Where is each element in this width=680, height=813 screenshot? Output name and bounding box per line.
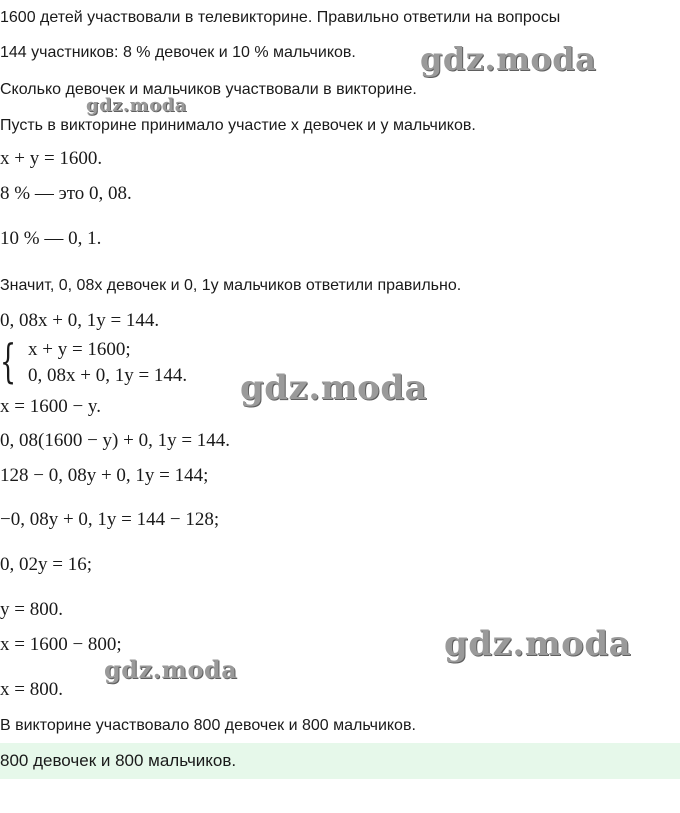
question-line: Сколько девочек и мальчиков участвовали в викторине. [0,81,417,98]
step-move: −0, 08y + 0, 1y = 144 − 128; [0,509,220,530]
problem-line-1: 1600 детей участвовали в телевикторине. Правильно ответили на вопросы [0,9,561,26]
problem-line-2: 144 участников: 8 % девочек и 10 % мальчиков. [0,44,356,61]
let-line: Пусть в викторине принимало участие x девочек и y мальчиков. [0,117,476,134]
equation-correct: 0, 08x + 0, 1y = 144. [0,310,160,331]
answer-box [0,743,680,779]
answer-text: 800 девочек и 800 мальчиков. [0,751,237,770]
step-x-expr: x = 1600 − 800; [0,634,122,655]
system-line-2: 0, 08x + 0, 1y = 144. [28,365,188,386]
watermark: gdz.moda [444,624,632,664]
equation-sum: x + y = 1600. [0,148,103,169]
system-brace: { [0,334,17,388]
step-expand: 128 − 0, 08y + 0, 1y = 144; [0,465,209,486]
step-express-x: x = 1600 − y. [0,396,101,417]
watermark: gdz.moda [240,368,428,408]
watermark: gdz.moda [86,95,187,116]
percent-8-line: 8 % — это 0, 08. [0,183,132,204]
watermark: gdz.moda [420,40,597,78]
percent-10-line: 10 % — 0, 1. [0,228,102,249]
step-substitute: 0, 08(1600 − y) + 0, 1y = 144. [0,430,231,451]
system-line-1: x + y = 1600; [28,339,131,360]
therefore-line: Значит, 0, 08x девочек и 0, 1y мальчиков ответили правильно. [0,277,462,294]
step-simplify: 0, 02y = 16; [0,554,92,575]
step-y-value: y = 800. [0,599,63,620]
conclusion-line: В викторине участвовало 800 девочек и 800 мальчиков. [0,717,416,734]
step-x-value: x = 800. [0,679,63,700]
watermark: gdz.moda [104,655,238,684]
